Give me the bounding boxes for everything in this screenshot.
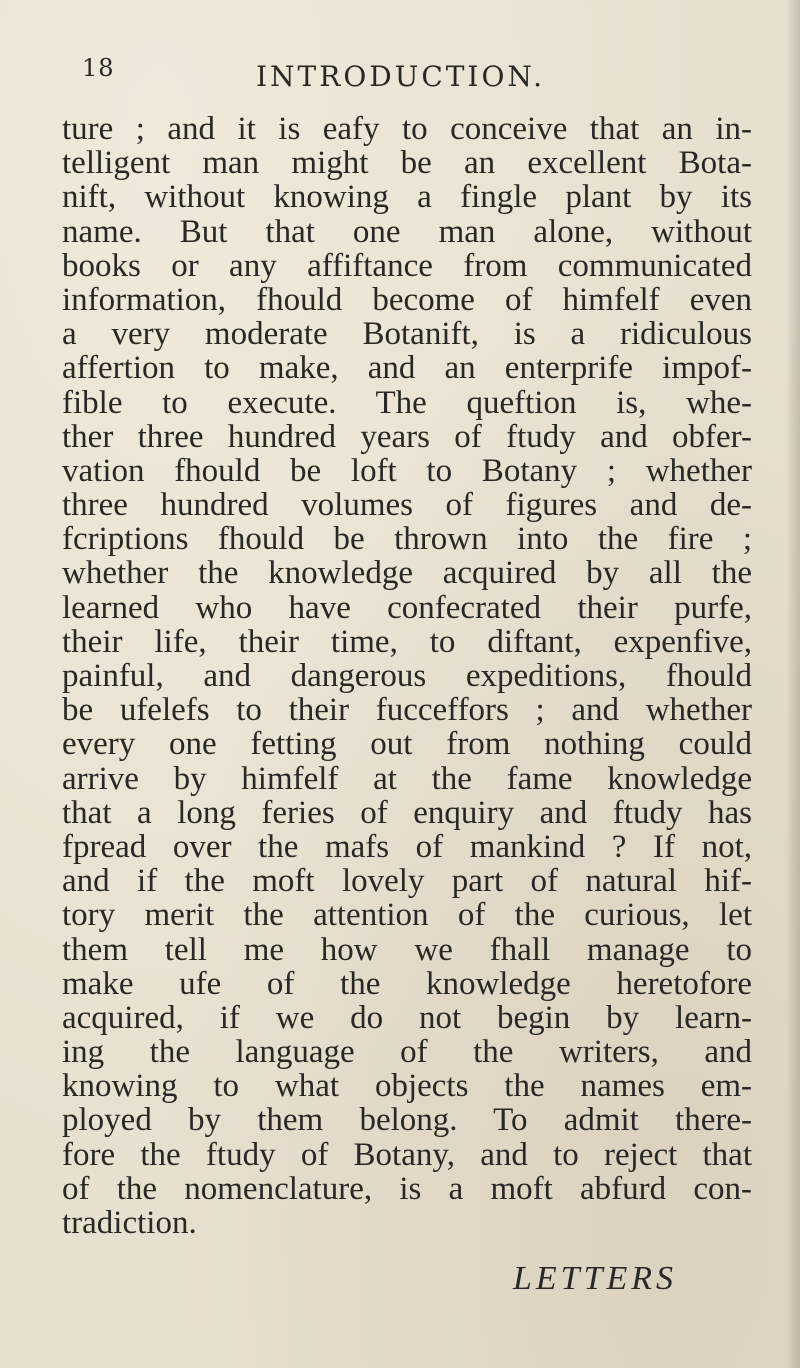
text-line: fpread over the mafs of mankind ? If not, (62, 828, 752, 865)
text-line: knowing to what objects the names em- (62, 1068, 752, 1105)
text-line: of the nomenclature, is a moft abfurd con- (62, 1170, 752, 1207)
text-line: fible to execute. The queftion is, whe- (62, 384, 752, 421)
text-line: name. But that one man alone, without (62, 213, 752, 250)
text-line: information, fhould become of himfelf even (62, 281, 752, 318)
text-line: painful, and dangerous expeditions, fhould (62, 658, 752, 694)
running-title: INTRODUCTION. (256, 60, 546, 93)
text-line: that a long feries of enquiry and ftudy has (62, 794, 752, 831)
text-line: ther three hundred years of ftudy and obfer- (62, 418, 752, 455)
text-line: fore the ftudy of Botany, and to reject that (62, 1136, 752, 1173)
text-line: them tell me how we fhall manage to (62, 931, 752, 968)
text-line: a very moderate Botanift, is a ridiculous (62, 316, 752, 353)
text-line: vation fhould be loft to Botany ; whether (62, 452, 752, 489)
text-line: telligent man might be an excellent Bota- (62, 145, 752, 182)
text-line: be ufelefs to their fucceffors ; and whether (62, 692, 752, 729)
text-line: fcriptions fhould be thrown into the fire ; (62, 521, 752, 558)
text-line: learned who have confecrated their purfe, (62, 589, 752, 626)
text-line: ployed by them belong. To admit there- (62, 1102, 752, 1139)
text-line: three hundred volumes of figures and de- (62, 487, 752, 524)
text-line: every one fetting out from nothing could (62, 726, 752, 763)
text-line: make ufe of the knowledge heretofore (62, 965, 752, 1002)
text-line: affertion to make, and an enterprife impof- (62, 350, 752, 387)
text-line: ing the language of the writers, and (62, 1034, 752, 1071)
text-line: ture ; and it is eafy to conceive that an in- (62, 111, 752, 147)
body-text (62, 112, 752, 1240)
text-line: whether the knowledge acquired by all the (62, 555, 752, 592)
text-line: nift, without knowing a fingle plant by its (62, 179, 752, 216)
page-number: 18 (82, 54, 115, 82)
text-line: tory merit the attention of the curious, let (62, 897, 752, 934)
text-line-last: tradiction. (62, 1205, 197, 1241)
text-line: books or any affiftance from communicated (62, 247, 752, 284)
text-line: and if the moft lovely part of natural hif- (62, 863, 752, 900)
catchword: LETTERS (513, 1260, 678, 1297)
page-edge-shadow (786, 0, 800, 1368)
text-line: their life, their time, to diftant, expenfive, (62, 623, 752, 660)
text-line: arrive by himfelf at the fame knowledge (62, 760, 752, 797)
text-line: acquired, if we do not begin by learn- (62, 999, 752, 1036)
